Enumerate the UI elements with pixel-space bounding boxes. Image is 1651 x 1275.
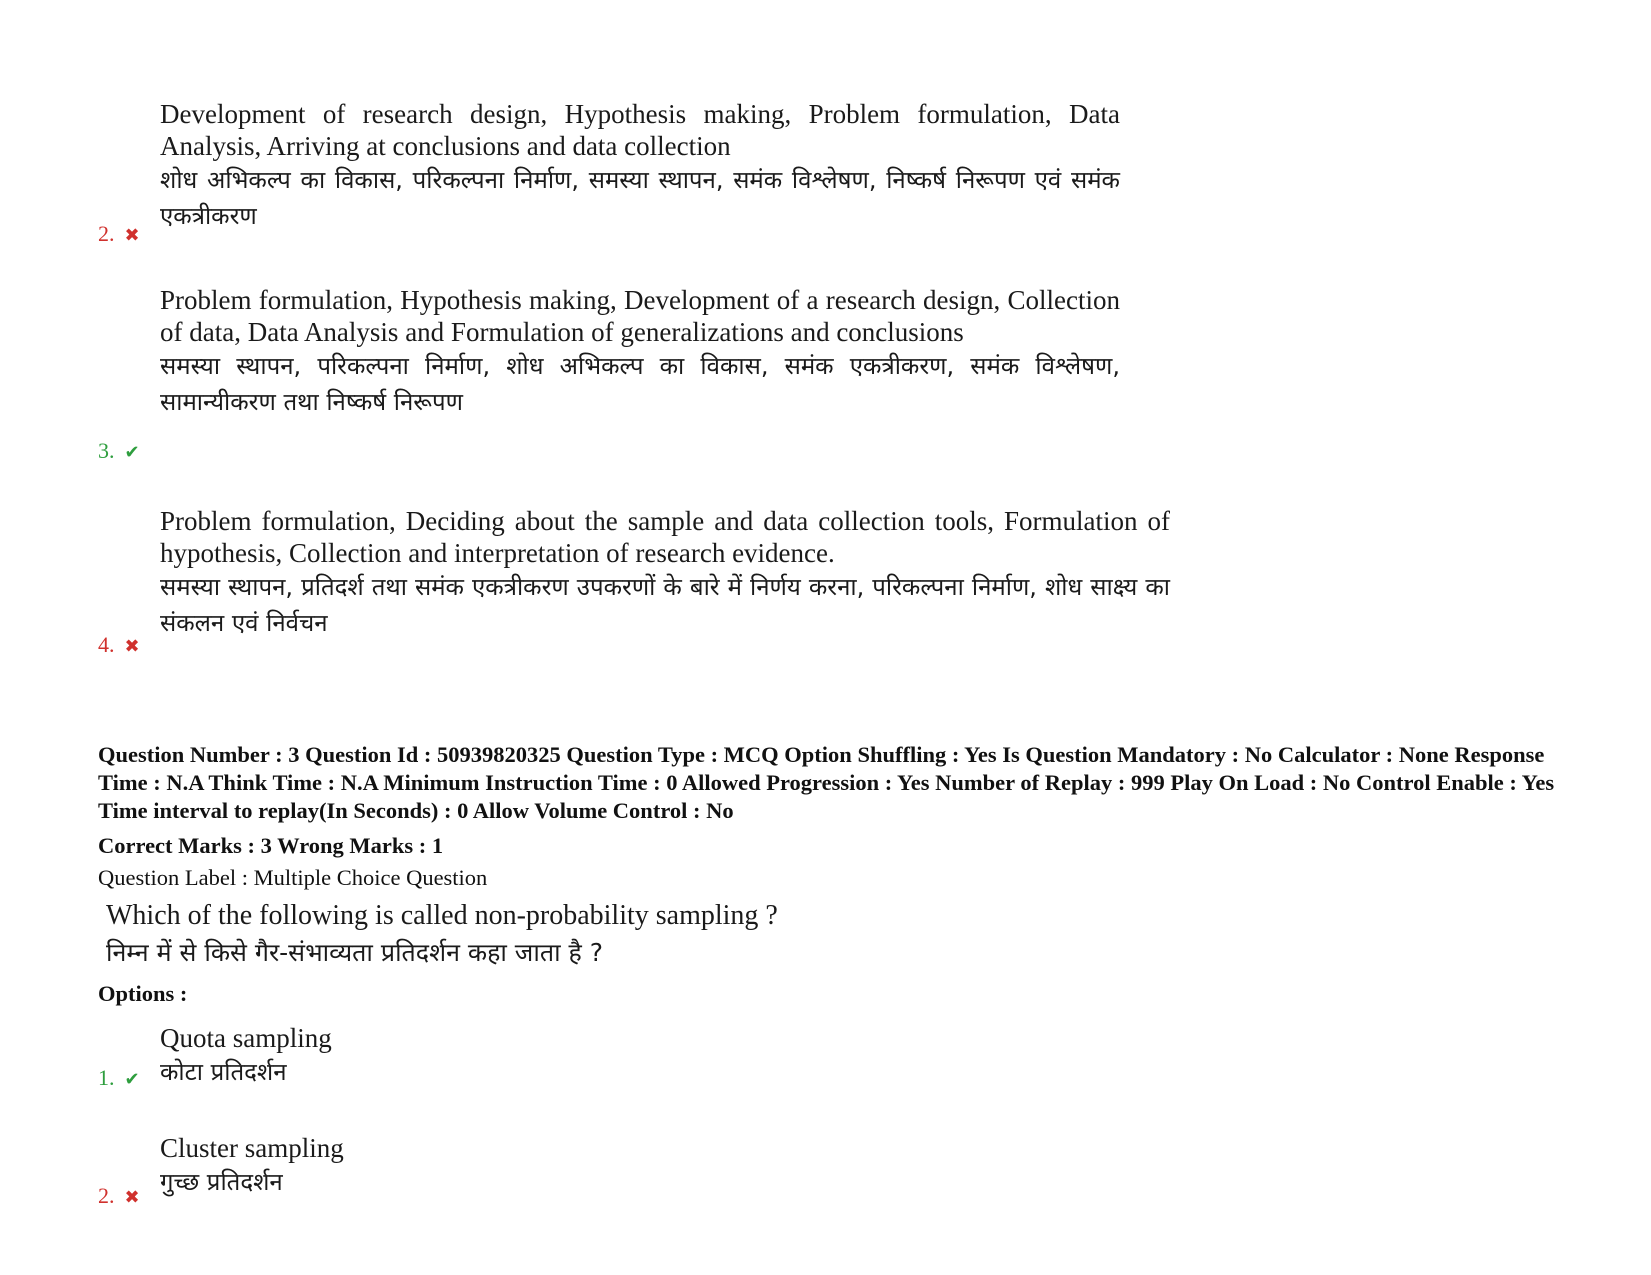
option-text <box>160 1132 560 1200</box>
option-number: 2. <box>98 1183 115 1208</box>
question-english: Which of the following is called non-probability sampling ? <box>106 900 778 931</box>
check-icon: ✔ <box>124 442 140 462</box>
cross-icon: ✖ <box>124 636 140 656</box>
option-hindi: शोध अभिकल्प का विकास, परिकल्पना निर्माण, समस्या स्थापन, समंक विश्लेषण, निष्कर्ष निरूपण एवं समंक एकत्रीकरण <box>160 166 1120 230</box>
question-meta: Question Number : 3 Question Id : 50939820325 Question Type : MCQ Option Shuffling : Yes Is Question Mandatory : No Calculator : None Response Time : N.A Think Time : N.A Minimum Instruction Time : 0 Allowed Progression : Yes Number of Replay : 999 Play On Load : No Control Enable : Yes Time interval to replay(In Seconds) : 0 Allow Volume Control : No <box>98 742 1555 823</box>
check-icon: ✔ <box>124 1069 140 1089</box>
marks-line: Correct Marks : 3 Wrong Marks : 1 <box>98 833 444 858</box>
option-text <box>160 1022 560 1090</box>
option-english: Quota sampling <box>160 1023 332 1053</box>
option-english: Problem formulation, Hypothesis making, Development of a research design, Collection of data, Data Analysis and Formulation of generalizations and conclusions <box>160 285 1120 347</box>
option-english: Problem formulation, Deciding about the sample and data collection tools, Formulation of hypothesis, Collection and interpretation of research evidence. <box>160 506 1170 568</box>
option-number: 4. <box>98 632 115 657</box>
option-marker <box>98 222 140 247</box>
option-number: 1. <box>98 1065 115 1090</box>
option-number: 2. <box>98 221 115 246</box>
option-hindi: कोटा प्रतिदर्शन <box>160 1058 287 1086</box>
cross-icon: ✖ <box>124 225 140 245</box>
options-heading: Options : <box>98 981 188 1006</box>
option-text <box>160 98 1120 234</box>
option-marker <box>98 1184 140 1209</box>
option-hindi: गुच्छ प्रतिदर्शन <box>160 1168 283 1196</box>
option-english: Cluster sampling <box>160 1133 344 1163</box>
option-text <box>160 505 1170 641</box>
option-english: Development of research design, Hypothesis making, Problem formulation, Data Analysis, Arriving at conclusions and data collection <box>160 99 1120 161</box>
option-number: 3. <box>98 438 115 463</box>
question-label: Question Label : Multiple Choice Question <box>98 865 488 890</box>
option-marker <box>98 439 140 464</box>
option-hindi: समस्या स्थापन, प्रतिदर्श तथा समंक एकत्रीकरण उपकरणों के बारे में निर्णय करना, परिकल्पना निर्माण, शोध साक्ष्य का संकलन एवं निर्वचन <box>160 573 1170 637</box>
cross-icon: ✖ <box>124 1187 140 1207</box>
question-text <box>106 898 778 972</box>
option-text <box>160 284 1120 420</box>
option-marker <box>98 633 140 658</box>
question-hindi: निम्न में से किसे गैर-संभाव्यता प्रतिदर्शन कहा जाता है ? <box>106 938 603 967</box>
option-hindi: समस्या स्थापन, परिकल्पना निर्माण, शोध अभिकल्प का विकास, समंक एकत्रीकरण, समंक विश्लेषण, सामान्यीकरण तथा निष्कर्ष निरूपण <box>160 352 1120 416</box>
option-marker <box>98 1066 140 1091</box>
